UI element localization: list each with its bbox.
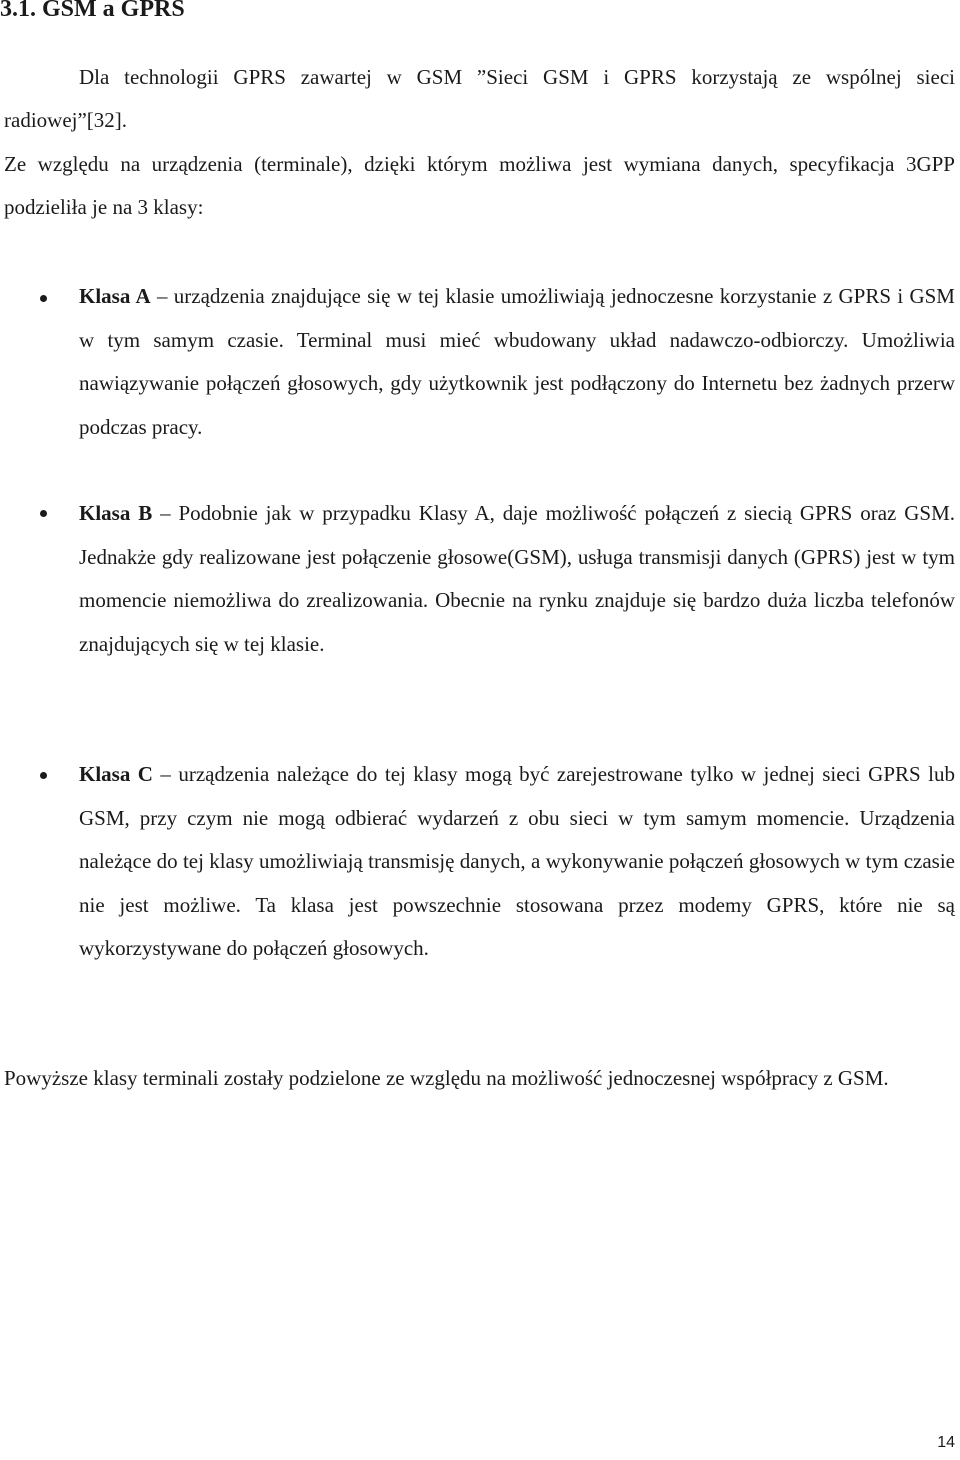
bullet-class-b (79, 492, 955, 666)
bullet-dot-class-a (40, 295, 47, 302)
class-c-title: Klasa C (79, 762, 153, 786)
bullet-class-c (79, 753, 955, 971)
class-a-title: Klasa A (79, 284, 151, 308)
intro-paragraph-1: Dla technologii GPRS zawartej w GSM ”Sieci GSM i GPRS korzystają ze wspólnej sieci radiowej”[32]. (4, 65, 955, 132)
class-b-title: Klasa B (79, 501, 153, 525)
bullet-dot-class-c (40, 772, 47, 779)
bullet-class-a (79, 275, 955, 449)
intro-paragraph-2: Ze względu na urządzenia (terminale), dzięki którym możliwa jest wymiana danych, specyfikacja 3GPP podzieliła je na 3 klasy: (4, 152, 955, 219)
page-number: 14 (937, 1434, 955, 1451)
class-a-text: – urządzenia znajdujące się w tej klasie umożliwiają jednoczesne korzystanie z GPRS i GSM w tym samym czasie. Terminal musi mieć wbudowany układ nadawczo-odbiorczy. Umożliwia nawiązywanie połączeń głosowych, gdy użytkownik jest podłączony do Internetu bez żadnych przerw podczas pracy. (79, 284, 955, 439)
bullet-dot-class-b (40, 510, 47, 517)
closing-paragraph: Powyższe klasy terminali zostały podzielone ze względu na możliwość jednoczesnej współpracy z GSM. (4, 1066, 889, 1090)
section-heading: 3.1. GSM a GPRS (0, 0, 185, 22)
class-b-text: – Podobnie jak w przypadku Klasy A, daje możliwość połączeń z siecią GPRS oraz GSM. Jednakże gdy realizowane jest połączenie głosowe(GSM), usługa transmisji danych (GPRS) jest w tym momencie niemożliwa do zrealizowania. Obecnie na rynku znajduje się bardzo duża liczba telefonów znajdujących się w tej klasie. (79, 501, 955, 656)
class-c-text: – urządzenia należące do tej klasy mogą być zarejestrowane tylko w jednej sieci GPRS lub GSM, przy czym nie mogą odbierać wydarzeń z obu sieci w tym samym momencie. Urządzenia należące do tej klasy umożliwiają transmisję danych, a wykonywanie połączeń głosowych w tym czasie nie jest możliwe. Ta klasa jest powszechnie stosowana przez modemy GPRS, które nie są wykorzystywane do połączeń głosowych. (79, 762, 955, 960)
